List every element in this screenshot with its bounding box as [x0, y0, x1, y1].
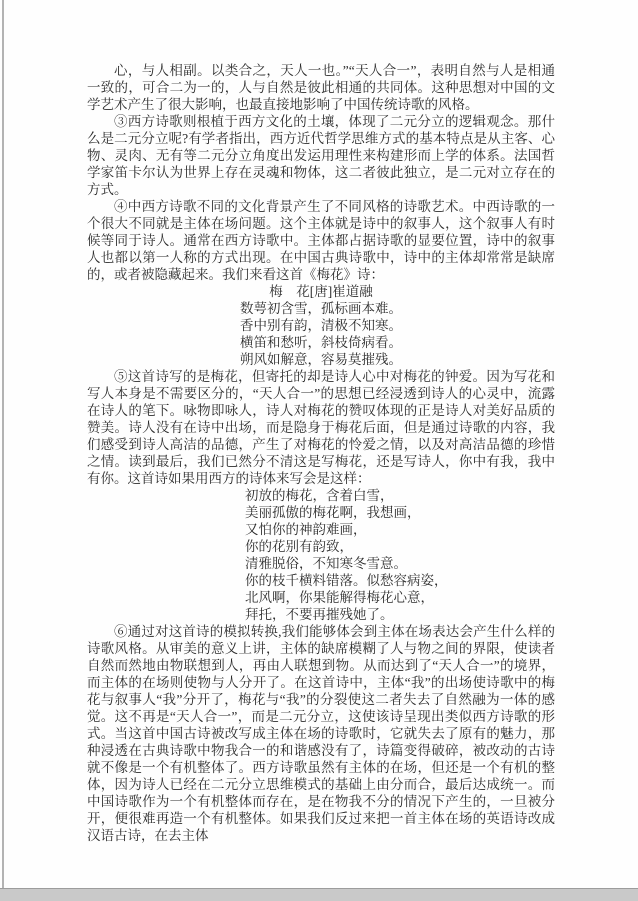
western-poem-line: 北风啊，你果能解得梅花心意， — [245, 590, 434, 605]
western-poem-line: 清雅脱俗，不知寒冬雪意。 — [245, 556, 407, 571]
western-poem-line: 初放的梅花，含着白雪， — [245, 488, 394, 503]
paragraph-6: ⑥通过对这首诗的模拟转换,我们能够体会到主体在场表达会产生什么样的诗歌风格。从审美的意义上讲，主体的缺席模糊了人与物之间的界限，使读者自然而然地由物联想到人，再由人联想到物。从而达到了“天人合一”的境界，而主体的在场则使物与人分开了。在这首诗中，主体“我”的出场使诗歌中的梅花与叙事人“我”分开了，梅花与“我”的分裂使这二者失去了自然融为一体的感觉。这不再是“天人合一”，而是二元分立，这使该诗呈现出类似西方诗歌的形式。当这首中国古诗被改写成主体在场的诗歌时，它就失去了原有的魅力，那种浸透在古典诗歌中物我合一的和谐感没有了，诗篇变得破碎，被改动的古诗就不像是一个有机整体了。西方诗歌虽然有主体的在场，但还是一个有机的整体，因为诗人已经在二元分立思维模式的基础上由分而合，最后达成统一。而中国诗歌作为一个有机整体而存在，是在物我不分的情况下产生的，一旦被分开，便很难再造一个有机整体。如果我们反过来把一首主体在场的英语诗改成汉语古诗，在去主体 — [87, 624, 555, 843]
paragraph-3: ③西方诗歌则根植于西方文化的土壤，体现了二元分立的逻辑观念。那什么是二元分立呢?有学者指出，西方近代哲学思维方式的基本特点是从主客、心物、灵肉、无有等二元分立角度出发运用理性来构建形而上学的体系。法国哲学家笛卡尔认为世界上存在灵魂和物体，这二者彼此独立，是二元对立存在的方式。 — [87, 114, 555, 197]
classical-poem-line: 香中别有韵，清极不知寒。 — [240, 318, 402, 333]
classical-poem-line: 数萼初含雪，孤标画本难。 — [240, 301, 402, 316]
western-poem-line: 你的花别有韵致， — [245, 539, 353, 554]
paragraph-4: ④中西方诗歌不同的文化背景产生了不同风格的诗歌艺术。中西诗歌的一个很大不同就是主体在场问题。这个主体就是诗中的叙事人，这个叙事人有时候等同于诗人。通常在西方诗歌中。主体都占据诗歌的显要位置，诗中的叙事人也都以第一人称的方式出现。在中国古典诗歌中，诗中的主体却常常是缺席的，或者被隐藏起来。我们来看这首《梅花》诗： — [87, 199, 555, 282]
paragraph-5: ⑤这首诗写的是梅花，但寄托的却是诗人心中对梅花的钟爱。因为写花和写人本身是不需要区分的，“天人合一”的思想已经浸透到诗人的心灵中，流露在诗人的笔下。咏物即咏人，诗人对梅花的赞叹体现的正是诗人对美好品质的赞美。诗人没有在诗中出场，而是隐身于梅花后面，但是通过诗歌的内容，我们感受到诗人高洁的品德，产生了对梅花的怜爱之情，以及对高洁品德的珍惜之情。读到最后，我们已然分不清这是写梅花，还是写诗人，你中有我，我中有你。这首诗如果用西方的诗体来写会是这样： — [87, 369, 555, 486]
page-edge-line — [2, 0, 4, 888]
classical-poem — [87, 283, 555, 368]
western-poem-line: 美丽孤傲的梅花啊，我想画， — [245, 505, 421, 520]
scan-background-strip — [0, 888, 638, 901]
classical-poem-title: 梅 花[唐]崔道融 — [269, 284, 373, 299]
western-poem-line: 拜托，不要再摧残她了。 — [245, 607, 394, 622]
western-poem-line: 你的枝千横料错落。似愁容病姿， — [245, 573, 448, 588]
classical-poem-line: 横笛和愁听，斜枝倚病看。 — [240, 335, 402, 350]
western-poem-line: 又怕你的神韵难画， — [245, 522, 367, 537]
classical-poem-line: 朔风如解意，容易莫摧残。 — [240, 352, 402, 367]
paragraph-intro-continuation: 心，与人相副。以类合之，天人一也。”“天人合一”，表明自然与人是相通一致的，可合二为一的，人与自然是彼此相通的共同体。这种思想对中国的文学艺术产生了很大影响，也最直接地影响了中国传统诗歌的风格。 — [87, 63, 555, 112]
document-text-column — [87, 62, 555, 844]
western-style-poem — [245, 487, 555, 623]
